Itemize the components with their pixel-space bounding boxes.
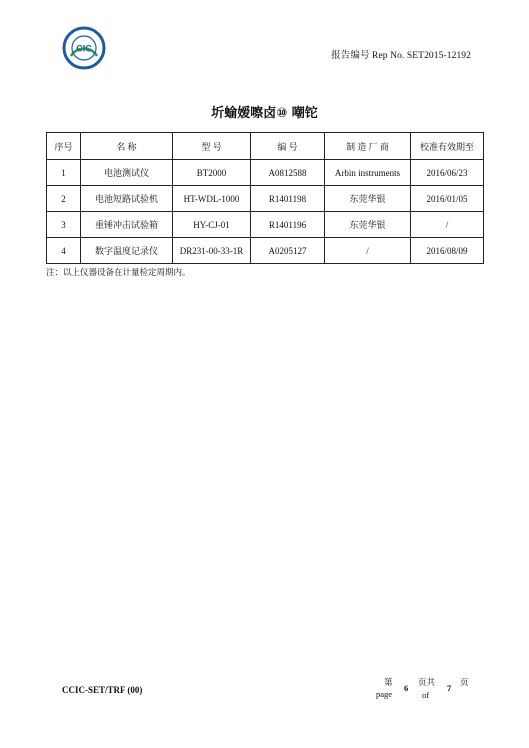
page-number: 6 <box>404 683 409 693</box>
header-serial: 编 号 <box>251 133 325 160</box>
ccic-logo-icon <box>62 26 106 70</box>
total-label-en: of <box>422 690 430 700</box>
cell-serial: R1401198 <box>251 186 325 212</box>
cell-seq: 2 <box>47 186 81 212</box>
cell-name: 数字温度记录仪 <box>81 238 173 264</box>
page-indicator <box>372 676 482 706</box>
total-pages: 7 <box>447 683 452 693</box>
cell-model: HT-WDL-1000 <box>173 186 251 212</box>
cell-model: DR231-00-33-1R <box>173 238 251 264</box>
table-row <box>47 212 484 238</box>
cell-name: 电池短路试验机 <box>81 186 173 212</box>
cell-manufacturer: 东莞华银 <box>325 212 411 238</box>
cell-manufacturer: 东莞华银 <box>325 186 411 212</box>
table-row <box>47 186 484 212</box>
cell-name: 重锤冲击试验箱 <box>81 212 173 238</box>
cell-calibration-due: 2016/01/05 <box>411 186 484 212</box>
cell-serial: R1401196 <box>251 212 325 238</box>
cell-calibration-due: / <box>411 212 484 238</box>
total-label-cn: 页共 <box>418 677 436 687</box>
header-calibration-due: 校准有效期至 <box>411 133 484 160</box>
cell-model: HY-CJ-01 <box>173 212 251 238</box>
table-row <box>47 160 484 186</box>
header-seq: 序号 <box>47 133 81 160</box>
end-label-cn: 页 <box>460 677 469 687</box>
report-number: 报告编号 Rep No. SET2015-12192 <box>331 51 471 61</box>
table-header-row <box>47 133 484 160</box>
cell-seq: 4 <box>47 238 81 264</box>
section-title: 圻蝓嫒嚓卤⑩ 嘲铊 <box>211 106 318 121</box>
table-row <box>47 238 484 264</box>
cell-seq: 3 <box>47 212 81 238</box>
form-code: CCIC-SET/TRF (00) <box>62 685 143 695</box>
logo-text: CIC <box>76 43 92 54</box>
cell-model: BT2000 <box>173 160 251 186</box>
page-label-en: page <box>376 689 393 699</box>
header-name: 名 称 <box>81 133 173 160</box>
cell-calibration-due: 2016/06/23 <box>411 160 484 186</box>
cell-seq: 1 <box>47 160 81 186</box>
instrument-table <box>46 132 484 264</box>
cell-manufacturer: Arbin instruments <box>325 160 411 186</box>
header-model: 型 号 <box>173 133 251 160</box>
ccic-logo <box>62 26 106 70</box>
header-manufacturer: 制 造 厂 商 <box>325 133 411 160</box>
table-note: 注：以上仪器设备在计量检定周期内。 <box>46 267 191 277</box>
cell-name: 电池测试仪 <box>81 160 173 186</box>
page-label-cn: 第 <box>384 677 393 687</box>
cell-serial: A0205127 <box>251 238 325 264</box>
cell-manufacturer: / <box>325 238 411 264</box>
cell-calibration-due: 2016/08/09 <box>411 238 484 264</box>
cell-serial: A0812588 <box>251 160 325 186</box>
